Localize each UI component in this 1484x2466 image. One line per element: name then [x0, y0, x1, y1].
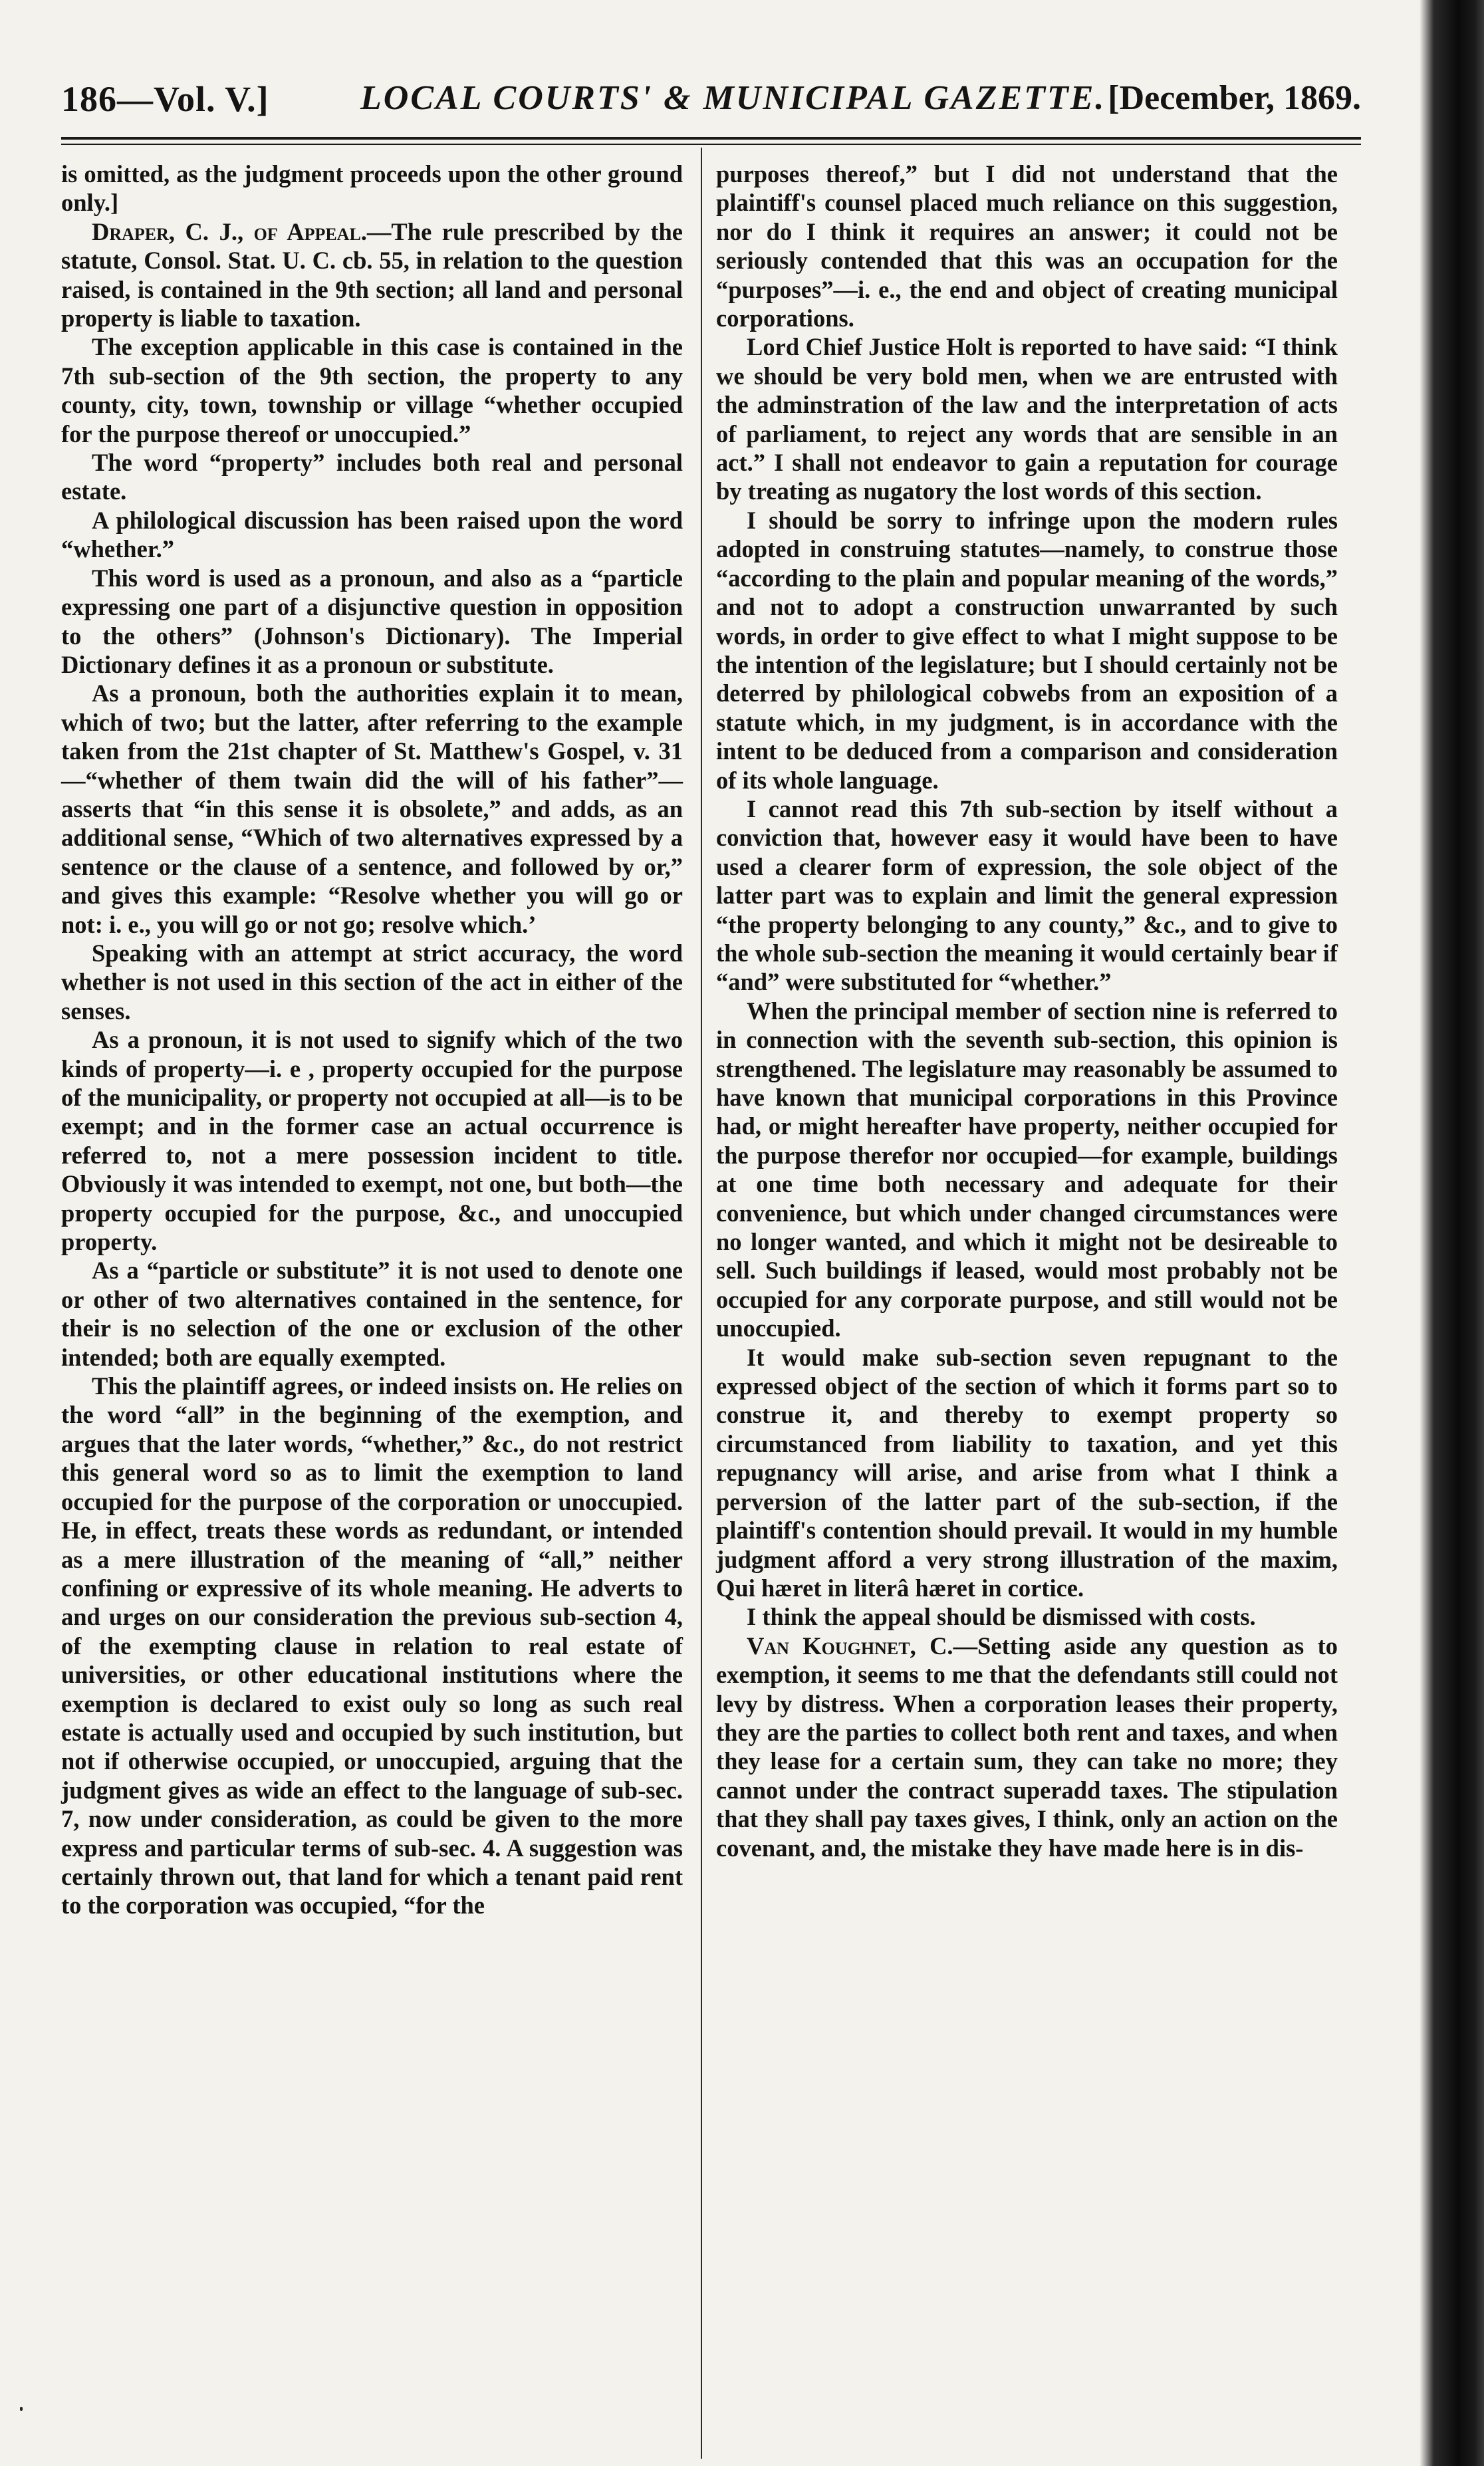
paragraph: [716, 1632, 1338, 1862]
paragraph: [61, 332, 683, 448]
paragraph-text: This word is used as a pronoun, and also as a “particle expressing one part of a disjunctive question in opposition to the others” (Johnson's Dictionary). The Imperial Dictionary defines it as a pronoun or substitute.: [61, 564, 683, 678]
paragraph: [716, 160, 1338, 332]
paragraph-text: I cannot read this 7th sub-section by itself without a conviction that, however easy it would have been to have used a clearer form of expression, the sole object of the latter part was to explain and limit the general expression “the property belonging to any county,” &c., and to give to the whole sub-section the meaning it would certainly bear if “and” were substituted for “whether.”: [716, 795, 1338, 996]
page-binding-edge: [1420, 0, 1484, 2466]
header-date: [December, 1869.: [1108, 79, 1361, 117]
header-rule-thick: [61, 137, 1361, 140]
paragraph-text: —Setting aside any question as to exemption, it seems to me that the defendants still could not levy by distress. When a corporation leases their property, they are the parties to collect both rent and taxes, and when they lease for a certain sum, they can take no more; they cannot under the contract superadd taxes. The stipulation that they shall pay taxes gives, I think, only an action on the covenant, and, the mistake they have made here is in dis-: [716, 1632, 1338, 1862]
paragraph: [716, 1343, 1338, 1603]
paragraph: [716, 997, 1338, 1343]
right-text-column: [716, 160, 1338, 1862]
paragraph: [716, 332, 1338, 505]
header-rule-thin: [61, 144, 1361, 145]
paragraph-text: I think the appeal should be dismissed with costs.: [747, 1603, 1256, 1631]
paragraph: [716, 506, 1338, 795]
paragraph: [61, 506, 683, 564]
running-header: [61, 78, 1361, 132]
paragraph-text: As a pronoun, both the authorities explain it to mean, which of two; but the latter, after referring to the example taken from the 21st chapter of St. Matthew's Gospel, v. 31—“whether of them twain did the will of his father”—asserts that “in this sense it is obsolete,” and adds, as an additional sense, “Which of two alternatives expressed by a sentence or the clause of a sentence, and followed by or,” and gives this example: “Resolve whether you will go or not: i. e., you will go or not go; resolve which.’: [61, 679, 683, 938]
paragraph-text: I should be sorry to infringe upon the modern rules adopted in construing statutes—namely, to construe those “according to the plain and popular meaning of the words,” and not to adopt a construction unwarranted by such words, in order to give effect to what I might suppose to be the intention of the legislature; but I should certainly not be deterred by philological cobwebs from an exposition of a statute which, in my judgment, is in accordance with the intent to be deduced from a comparison and consideration of its whole language.: [716, 506, 1338, 794]
paragraph-text: It would make sub-section seven repugnant to the expressed object of the section of which it forms part so to construe it, and thereby to exempt property so circumstanced from liability to taxation, and yet this repugnancy will arise, and arise from what I think a perversion of the latter part of the sub-section, if the plaintiff's contention should prevail. It would in my humble judgment afford a very strong illustration of the maxim, Qui hæret in literâ hæret in cortice.: [716, 1343, 1338, 1602]
paragraph-text: Lord Chief Justice Holt is reported to have said: “I think we should be very bold men, when we are entrusted with the adminstration of the law and the interpretation of acts of parliament, to reject any words that are sensible in an act.” I shall not endeavor to gain a reputation for courage by treating as nugatory the lost words of this section.: [716, 333, 1338, 505]
paragraph-text: The word “property” includes both real and personal estate.: [61, 449, 683, 505]
paragraph: [61, 1025, 683, 1256]
paragraph-text: The exception applicable in this case is contained in the 7th sub-section of the 9th section, the property to any county, city, town, township or village “whether occupied for the purpose thereof or unoccupied.”: [61, 333, 683, 447]
speaker-name: Van Koughnet, C.: [747, 1632, 953, 1660]
paragraph: [61, 1256, 683, 1372]
paragraph: [61, 939, 683, 1025]
paragraph-text: Speaking with an attempt at strict accuracy, the word whether is not used in this section of the act in either of the senses.: [61, 939, 683, 1025]
paragraph: [61, 217, 683, 333]
paragraph: [716, 1602, 1338, 1631]
paragraph: [716, 795, 1338, 997]
paragraph: [61, 160, 683, 217]
paragraph: [61, 564, 683, 679]
paragraph: [61, 1372, 683, 1920]
paragraph-text: is omitted, as the judgment proceeds upon the other ground only.]: [61, 160, 683, 217]
paragraph-text: When the principal member of section nine is referred to in connection with the seventh sub-section, this opinion is strengthened. The legislature may reasonably be assumed to have known that municipal corporations in this Province had, or might hereafter have property, neither occupied for the purpose therefor nor occupied—for example, buildings at one time both necessary and adequate for their convenience, but which under changed circumstances were no longer wanted, and which it might not be desireable to sell. Such buildings if leased, would most probably not be occupied for any corporate purpose, and still would not be unoccupied.: [716, 997, 1338, 1342]
paragraph: [61, 448, 683, 506]
paragraph-text: purposes thereof,” but I did not understand that the plaintiff's counsel placed much reliance on this suggestion, nor do I think it requires an answer; it could not be seriously contended that this was an occupation for the “purposes”—i. e., the end and object of creating municipal corporations.: [716, 160, 1338, 332]
paragraph: [61, 679, 683, 939]
paragraph-text: —The rule prescribed by the statute, Consol. Stat. U. C. cb. 55, in relation to the question raised, is contained in the 9th section; all land and personal property is liable to taxation.: [61, 217, 683, 332]
header-page-volume: 186—Vol. V.]: [61, 79, 269, 119]
paragraph-text: As a pronoun, it is not used to signify which of the two kinds of property—i. e , property occupied for the purpose of the municipality, or property not occupied at all—is to be exempt; and in the former case an actual occurrence is referred to, not a mere possession incident to title. Obviously it was intended to exempt, not one, but both—the property occupied for the purpose, &c., and unoccupied property.: [61, 1026, 683, 1256]
paragraph-text: A philological discussion has been raised upon the word “whether.”: [61, 506, 683, 563]
paragraph-text: This the plaintiff agrees, or indeed insists on. He relies on the word “all” in the beginning of the exemption, and argues that the later words, “whether,” &c., do not restrict this general word so as to limit the exemption to land occupied for the purpose of the corporation or unoccupied. He, in effect, treats these words as redundant, or intended as a mere illustration of the meaning of “all,” neither confining or expressive of its whole meaning. He adverts to and urges on our consideration the previous sub-section 4, of the exempting clause in relation to real estate of universities, or other educational institutions where the exemption is declared to exist ouly so long as such real estate is actually used and occupied by such institution, but not if otherwise occupied, or unoccupied, arguing that the judgment gives as wide an effect to the language of sub-sec. 7, now under consideration, as could be given to the more express and particular terms of sub-sec. 4. A suggestion was certainly thrown out, that land for which a tenant paid rent to the corporation was occupied, “for the: [61, 1372, 683, 1919]
left-text-column: [61, 160, 683, 1920]
speaker-name: Draper, C. J., of Appeal.: [92, 217, 367, 245]
print-speck: [20, 2407, 23, 2411]
header-publication-title: LOCAL COURTS' & MUNICIPAL GAZETTE.: [360, 79, 1106, 117]
column-divider: [701, 148, 702, 2459]
paragraph-text: As a “particle or substitute” it is not used to denote one or other of two alternatives contained in the sentence, for their is no selection of the one or exclusion of the other intended; both are equally exempted.: [61, 1257, 683, 1371]
